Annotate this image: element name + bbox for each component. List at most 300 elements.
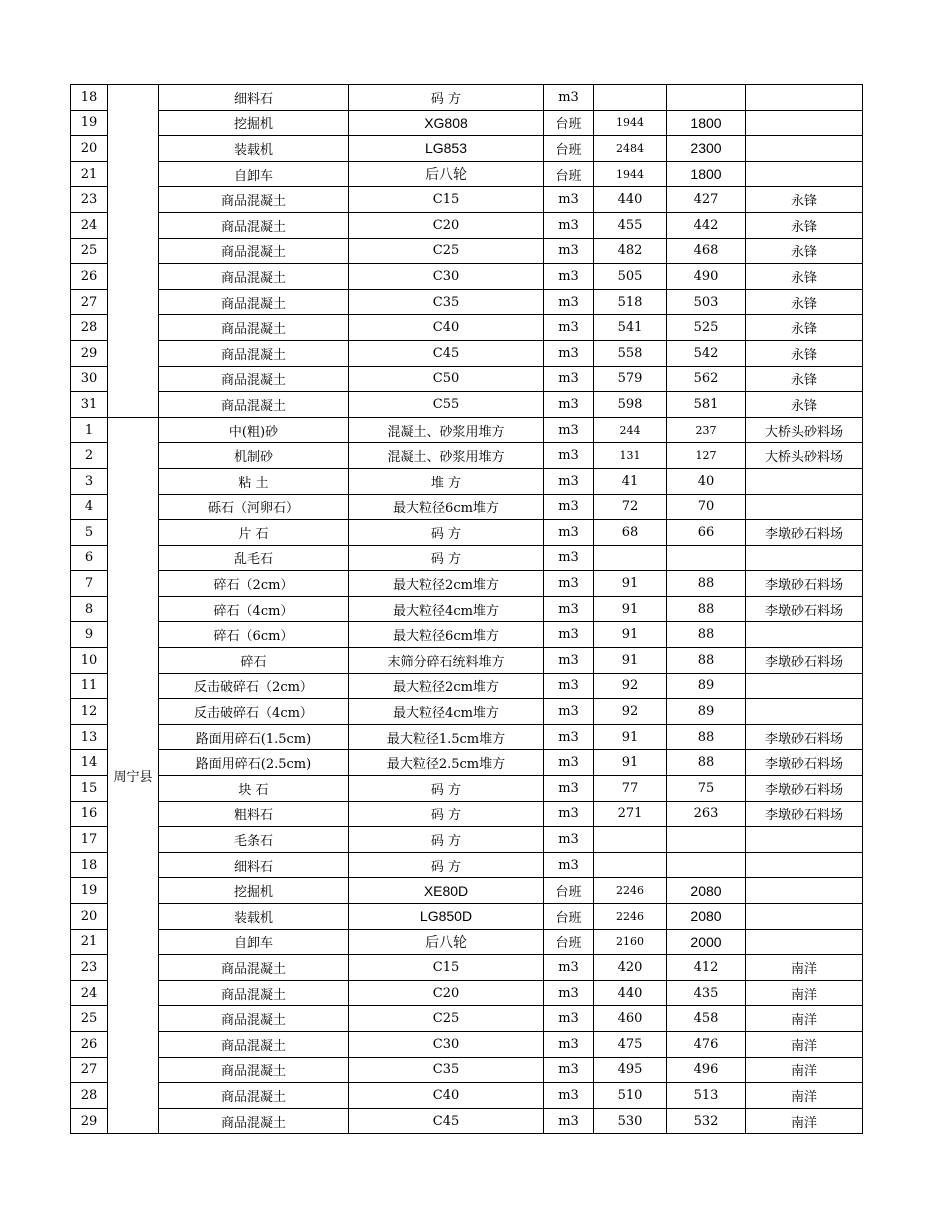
- price-2-cell: 503: [667, 289, 746, 315]
- unit-cell: m3: [544, 545, 594, 571]
- table-row: [71, 110, 863, 136]
- price-2-cell: 89: [667, 673, 746, 699]
- price-1-cell: [594, 827, 667, 853]
- supplier-cell: 大桥头砂料场: [746, 443, 863, 469]
- table-row: [71, 980, 863, 1006]
- supplier-cell: [746, 929, 863, 955]
- spec-cell: 最大粒径2cm堆方: [349, 571, 544, 597]
- table-row: [71, 776, 863, 802]
- spec-cell: XE80D: [349, 878, 544, 904]
- price-2-cell: 435: [667, 980, 746, 1006]
- price-2-cell: 1800: [667, 161, 746, 187]
- price-2-cell: 458: [667, 1006, 746, 1032]
- row-number-cell: 19: [71, 110, 108, 136]
- material-name-cell: 碎石（2cm）: [159, 571, 349, 597]
- spec-cell: 最大粒径2cm堆方: [349, 673, 544, 699]
- table-row: [71, 929, 863, 955]
- supplier-cell: 李墩砂石料场: [746, 801, 863, 827]
- supplier-cell: [746, 673, 863, 699]
- price-1-cell: 541: [594, 315, 667, 341]
- spec-cell: C25: [349, 1006, 544, 1032]
- price-1-cell: 2246: [594, 878, 667, 904]
- price-2-cell: 237: [667, 417, 746, 443]
- price-2-cell: 88: [667, 724, 746, 750]
- row-number-cell: 26: [71, 264, 108, 290]
- price-1-cell: 92: [594, 699, 667, 725]
- unit-cell: m3: [544, 468, 594, 494]
- unit-cell: m3: [544, 571, 594, 597]
- table-row: [71, 392, 863, 418]
- supplier-cell: 南洋: [746, 955, 863, 981]
- table-row: [71, 264, 863, 290]
- unit-cell: m3: [544, 494, 594, 520]
- supplier-cell: [746, 136, 863, 162]
- unit-cell: m3: [544, 699, 594, 725]
- price-2-cell: 442: [667, 212, 746, 238]
- spec-cell: C45: [349, 340, 544, 366]
- price-1-cell: 68: [594, 520, 667, 546]
- price-1-cell: 91: [594, 596, 667, 622]
- row-number-cell: 1: [71, 417, 108, 443]
- spec-cell: C15: [349, 187, 544, 213]
- supplier-cell: 大桥头砂料场: [746, 417, 863, 443]
- price-2-cell: [667, 827, 746, 853]
- price-1-cell: 91: [594, 622, 667, 648]
- unit-cell: m3: [544, 1108, 594, 1134]
- price-2-cell: 2080: [667, 904, 746, 930]
- material-name-cell: 自卸车: [159, 929, 349, 955]
- price-2-cell: 2080: [667, 878, 746, 904]
- region-cell: [108, 85, 159, 418]
- supplier-cell: 李墩砂石料场: [746, 520, 863, 546]
- unit-cell: m3: [544, 827, 594, 853]
- row-number-cell: 18: [71, 852, 108, 878]
- row-number-cell: 17: [71, 827, 108, 853]
- spec-cell: C35: [349, 1057, 544, 1083]
- price-2-cell: 66: [667, 520, 746, 546]
- price-1-cell: 518: [594, 289, 667, 315]
- spec-cell: 码 方: [349, 520, 544, 546]
- unit-cell: m3: [544, 1031, 594, 1057]
- price-1-cell: 77: [594, 776, 667, 802]
- price-1-cell: [594, 852, 667, 878]
- price-2-cell: 496: [667, 1057, 746, 1083]
- price-2-cell: 89: [667, 699, 746, 725]
- supplier-cell: [746, 494, 863, 520]
- spec-cell: C30: [349, 264, 544, 290]
- price-1-cell: 72: [594, 494, 667, 520]
- spec-cell: 混凝土、砂浆用堆方: [349, 443, 544, 469]
- unit-cell: m3: [544, 187, 594, 213]
- price-1-cell: 440: [594, 980, 667, 1006]
- price-2-cell: 88: [667, 571, 746, 597]
- material-name-cell: 商品混凝土: [159, 238, 349, 264]
- unit-cell: m3: [544, 724, 594, 750]
- row-number-cell: 29: [71, 1108, 108, 1134]
- price-1-cell: 131: [594, 443, 667, 469]
- table-row: [71, 545, 863, 571]
- spec-cell: 码 方: [349, 801, 544, 827]
- material-name-cell: 商品混凝土: [159, 187, 349, 213]
- price-1-cell: 1944: [594, 161, 667, 187]
- material-name-cell: 商品混凝土: [159, 955, 349, 981]
- material-name-cell: 自卸车: [159, 161, 349, 187]
- supplier-cell: 永锋: [746, 315, 863, 341]
- unit-cell: m3: [544, 315, 594, 341]
- table-row: [71, 520, 863, 546]
- price-1-cell: [594, 545, 667, 571]
- spec-cell: 最大粒径6cm堆方: [349, 494, 544, 520]
- unit-cell: m3: [544, 596, 594, 622]
- row-number-cell: 24: [71, 980, 108, 1006]
- material-name-cell: 碎石: [159, 648, 349, 674]
- price-1-cell: 420: [594, 955, 667, 981]
- price-1-cell: 530: [594, 1108, 667, 1134]
- spec-cell: 码 方: [349, 85, 544, 111]
- table-row: [71, 1108, 863, 1134]
- row-number-cell: 15: [71, 776, 108, 802]
- price-2-cell: 525: [667, 315, 746, 341]
- price-2-cell: [667, 85, 746, 111]
- price-1-cell: 475: [594, 1031, 667, 1057]
- supplier-cell: 永锋: [746, 264, 863, 290]
- table-row: [71, 417, 863, 443]
- row-number-cell: 7: [71, 571, 108, 597]
- material-name-cell: 砾石（河卵石）: [159, 494, 349, 520]
- price-2-cell: 468: [667, 238, 746, 264]
- unit-cell: m3: [544, 443, 594, 469]
- spec-cell: 最大粒径4cm堆方: [349, 699, 544, 725]
- unit-cell: m3: [544, 238, 594, 264]
- row-number-cell: 9: [71, 622, 108, 648]
- row-number-cell: 31: [71, 392, 108, 418]
- material-name-cell: 商品混凝土: [159, 366, 349, 392]
- spec-cell: C15: [349, 955, 544, 981]
- material-name-cell: 商品混凝土: [159, 264, 349, 290]
- table-row: [71, 468, 863, 494]
- supplier-cell: 南洋: [746, 1057, 863, 1083]
- material-name-cell: 细料石: [159, 85, 349, 111]
- unit-cell: m3: [544, 955, 594, 981]
- price-1-cell: [594, 85, 667, 111]
- material-name-cell: 商品混凝土: [159, 212, 349, 238]
- table-row: [71, 750, 863, 776]
- table-row: [71, 622, 863, 648]
- price-2-cell: 88: [667, 596, 746, 622]
- supplier-cell: 南洋: [746, 1031, 863, 1057]
- unit-cell: 台班: [544, 929, 594, 955]
- unit-cell: m3: [544, 622, 594, 648]
- material-name-cell: 商品混凝土: [159, 980, 349, 1006]
- price-2-cell: 542: [667, 340, 746, 366]
- material-name-cell: 反击破碎石（2cm）: [159, 673, 349, 699]
- unit-cell: m3: [544, 85, 594, 111]
- table-row: [71, 315, 863, 341]
- row-number-cell: 13: [71, 724, 108, 750]
- unit-cell: m3: [544, 801, 594, 827]
- spec-cell: 末筛分碎石统料堆方: [349, 648, 544, 674]
- region-cell: 周宁县: [108, 417, 159, 1134]
- price-2-cell: 412: [667, 955, 746, 981]
- spec-cell: LG853: [349, 136, 544, 162]
- row-number-cell: 26: [71, 1031, 108, 1057]
- spec-cell: 后八轮: [349, 161, 544, 187]
- material-name-cell: 中(粗)砂: [159, 417, 349, 443]
- material-name-cell: 装载机: [159, 904, 349, 930]
- table-row: [71, 85, 863, 111]
- material-name-cell: 商品混凝土: [159, 392, 349, 418]
- price-2-cell: 532: [667, 1108, 746, 1134]
- material-name-cell: 片 石: [159, 520, 349, 546]
- spec-cell: C45: [349, 1108, 544, 1134]
- unit-cell: m3: [544, 1083, 594, 1109]
- table-row: [71, 673, 863, 699]
- spec-cell: 最大粒径2.5cm堆方: [349, 750, 544, 776]
- unit-cell: 台班: [544, 161, 594, 187]
- supplier-cell: [746, 85, 863, 111]
- row-number-cell: 20: [71, 136, 108, 162]
- supplier-cell: 李墩砂石料场: [746, 724, 863, 750]
- unit-cell: m3: [544, 392, 594, 418]
- unit-cell: 台班: [544, 904, 594, 930]
- table-row: [71, 648, 863, 674]
- spec-cell: 码 方: [349, 545, 544, 571]
- table-row: [71, 827, 863, 853]
- supplier-cell: 永锋: [746, 187, 863, 213]
- unit-cell: 台班: [544, 110, 594, 136]
- table-row: [71, 289, 863, 315]
- spec-cell: 混凝土、砂浆用堆方: [349, 417, 544, 443]
- material-name-cell: 块 石: [159, 776, 349, 802]
- spec-cell: 码 方: [349, 827, 544, 853]
- price-1-cell: 558: [594, 340, 667, 366]
- supplier-cell: [746, 622, 863, 648]
- spec-cell: C20: [349, 212, 544, 238]
- table-row: [71, 1083, 863, 1109]
- unit-cell: m3: [544, 417, 594, 443]
- row-number-cell: 10: [71, 648, 108, 674]
- table-row: [71, 955, 863, 981]
- table-row: [71, 443, 863, 469]
- price-2-cell: [667, 852, 746, 878]
- material-name-cell: 粘 土: [159, 468, 349, 494]
- price-2-cell: [667, 545, 746, 571]
- table-row: [71, 494, 863, 520]
- price-2-cell: 581: [667, 392, 746, 418]
- price-1-cell: 598: [594, 392, 667, 418]
- table-row: [71, 212, 863, 238]
- material-name-cell: 商品混凝土: [159, 1083, 349, 1109]
- price-1-cell: 505: [594, 264, 667, 290]
- price-2-cell: 2300: [667, 136, 746, 162]
- price-1-cell: 455: [594, 212, 667, 238]
- price-2-cell: 1800: [667, 110, 746, 136]
- row-number-cell: 30: [71, 366, 108, 392]
- unit-cell: m3: [544, 212, 594, 238]
- spec-cell: 最大粒径6cm堆方: [349, 622, 544, 648]
- row-number-cell: 28: [71, 1083, 108, 1109]
- material-name-cell: 粗料石: [159, 801, 349, 827]
- row-number-cell: 2: [71, 443, 108, 469]
- supplier-cell: [746, 878, 863, 904]
- row-number-cell: 28: [71, 315, 108, 341]
- table-row: [71, 878, 863, 904]
- row-number-cell: 27: [71, 1057, 108, 1083]
- material-price-table: [70, 84, 863, 1134]
- price-2-cell: 263: [667, 801, 746, 827]
- unit-cell: m3: [544, 673, 594, 699]
- row-number-cell: 5: [71, 520, 108, 546]
- unit-cell: m3: [544, 340, 594, 366]
- row-number-cell: 20: [71, 904, 108, 930]
- table-row: [71, 724, 863, 750]
- unit-cell: m3: [544, 1006, 594, 1032]
- price-1-cell: 495: [594, 1057, 667, 1083]
- spec-cell: 码 方: [349, 852, 544, 878]
- unit-cell: m3: [544, 289, 594, 315]
- table-row: [71, 596, 863, 622]
- price-1-cell: 91: [594, 648, 667, 674]
- price-1-cell: 92: [594, 673, 667, 699]
- price-2-cell: 513: [667, 1083, 746, 1109]
- unit-cell: m3: [544, 1057, 594, 1083]
- row-number-cell: 25: [71, 238, 108, 264]
- material-name-cell: 毛条石: [159, 827, 349, 853]
- price-2-cell: 88: [667, 750, 746, 776]
- price-1-cell: 460: [594, 1006, 667, 1032]
- row-number-cell: 14: [71, 750, 108, 776]
- supplier-cell: 永锋: [746, 392, 863, 418]
- unit-cell: m3: [544, 648, 594, 674]
- material-name-cell: 路面用碎石(1.5cm): [159, 724, 349, 750]
- row-number-cell: 4: [71, 494, 108, 520]
- supplier-cell: [746, 904, 863, 930]
- supplier-cell: 李墩砂石料场: [746, 776, 863, 802]
- row-number-cell: 21: [71, 929, 108, 955]
- price-2-cell: 75: [667, 776, 746, 802]
- price-1-cell: 91: [594, 750, 667, 776]
- material-name-cell: 机制砂: [159, 443, 349, 469]
- spec-cell: 最大粒径4cm堆方: [349, 596, 544, 622]
- supplier-cell: 李墩砂石料场: [746, 596, 863, 622]
- material-name-cell: 商品混凝土: [159, 340, 349, 366]
- price-1-cell: 482: [594, 238, 667, 264]
- row-number-cell: 23: [71, 187, 108, 213]
- spec-cell: C55: [349, 392, 544, 418]
- spec-cell: C20: [349, 980, 544, 1006]
- table-row: [71, 904, 863, 930]
- spec-cell: 最大粒径1.5cm堆方: [349, 724, 544, 750]
- table-row: [71, 852, 863, 878]
- spec-cell: C30: [349, 1031, 544, 1057]
- material-name-cell: 反击破碎石（4cm）: [159, 699, 349, 725]
- material-name-cell: 碎石（4cm）: [159, 596, 349, 622]
- table-row: [71, 801, 863, 827]
- price-1-cell: 440: [594, 187, 667, 213]
- supplier-cell: [746, 110, 863, 136]
- price-1-cell: 1944: [594, 110, 667, 136]
- table-row: [71, 366, 863, 392]
- material-name-cell: 装载机: [159, 136, 349, 162]
- material-name-cell: 商品混凝土: [159, 289, 349, 315]
- price-1-cell: 2484: [594, 136, 667, 162]
- supplier-cell: 永锋: [746, 366, 863, 392]
- table-row: [71, 340, 863, 366]
- row-number-cell: 11: [71, 673, 108, 699]
- material-name-cell: 商品混凝土: [159, 315, 349, 341]
- price-2-cell: 427: [667, 187, 746, 213]
- price-2-cell: 88: [667, 648, 746, 674]
- unit-cell: m3: [544, 750, 594, 776]
- unit-cell: 台班: [544, 136, 594, 162]
- table-row: [71, 571, 863, 597]
- material-name-cell: 碎石（6cm）: [159, 622, 349, 648]
- supplier-cell: 李墩砂石料场: [746, 648, 863, 674]
- material-name-cell: 商品混凝土: [159, 1057, 349, 1083]
- spec-cell: C40: [349, 315, 544, 341]
- material-name-cell: 商品混凝土: [159, 1006, 349, 1032]
- supplier-cell: [746, 161, 863, 187]
- price-2-cell: 490: [667, 264, 746, 290]
- table-row: [71, 161, 863, 187]
- unit-cell: m3: [544, 264, 594, 290]
- table-row: [71, 136, 863, 162]
- table-body: [71, 85, 863, 1134]
- price-2-cell: 476: [667, 1031, 746, 1057]
- supplier-cell: 李墩砂石料场: [746, 750, 863, 776]
- row-number-cell: 23: [71, 955, 108, 981]
- material-name-cell: 细料石: [159, 852, 349, 878]
- row-number-cell: 24: [71, 212, 108, 238]
- table-row: [71, 1057, 863, 1083]
- supplier-cell: 南洋: [746, 980, 863, 1006]
- price-2-cell: 88: [667, 622, 746, 648]
- row-number-cell: 18: [71, 85, 108, 111]
- price-1-cell: 2160: [594, 929, 667, 955]
- table-row: [71, 1031, 863, 1057]
- spec-cell: C25: [349, 238, 544, 264]
- material-name-cell: 路面用碎石(2.5cm): [159, 750, 349, 776]
- unit-cell: m3: [544, 366, 594, 392]
- price-2-cell: 562: [667, 366, 746, 392]
- supplier-cell: [746, 468, 863, 494]
- spec-cell: LG850D: [349, 904, 544, 930]
- row-number-cell: 19: [71, 878, 108, 904]
- row-number-cell: 21: [71, 161, 108, 187]
- supplier-cell: 永锋: [746, 212, 863, 238]
- table-row: [71, 238, 863, 264]
- supplier-cell: 永锋: [746, 289, 863, 315]
- supplier-cell: [746, 827, 863, 853]
- material-name-cell: 挖掘机: [159, 878, 349, 904]
- row-number-cell: 25: [71, 1006, 108, 1032]
- unit-cell: m3: [544, 520, 594, 546]
- supplier-cell: 永锋: [746, 340, 863, 366]
- price-1-cell: 91: [594, 724, 667, 750]
- row-number-cell: 12: [71, 699, 108, 725]
- material-name-cell: 挖掘机: [159, 110, 349, 136]
- supplier-cell: [746, 699, 863, 725]
- spec-cell: C50: [349, 366, 544, 392]
- spec-cell: C40: [349, 1083, 544, 1109]
- price-1-cell: 2246: [594, 904, 667, 930]
- spec-cell: 堆 方: [349, 468, 544, 494]
- supplier-cell: 南洋: [746, 1108, 863, 1134]
- price-2-cell: 40: [667, 468, 746, 494]
- price-1-cell: 244: [594, 417, 667, 443]
- unit-cell: m3: [544, 980, 594, 1006]
- supplier-cell: [746, 852, 863, 878]
